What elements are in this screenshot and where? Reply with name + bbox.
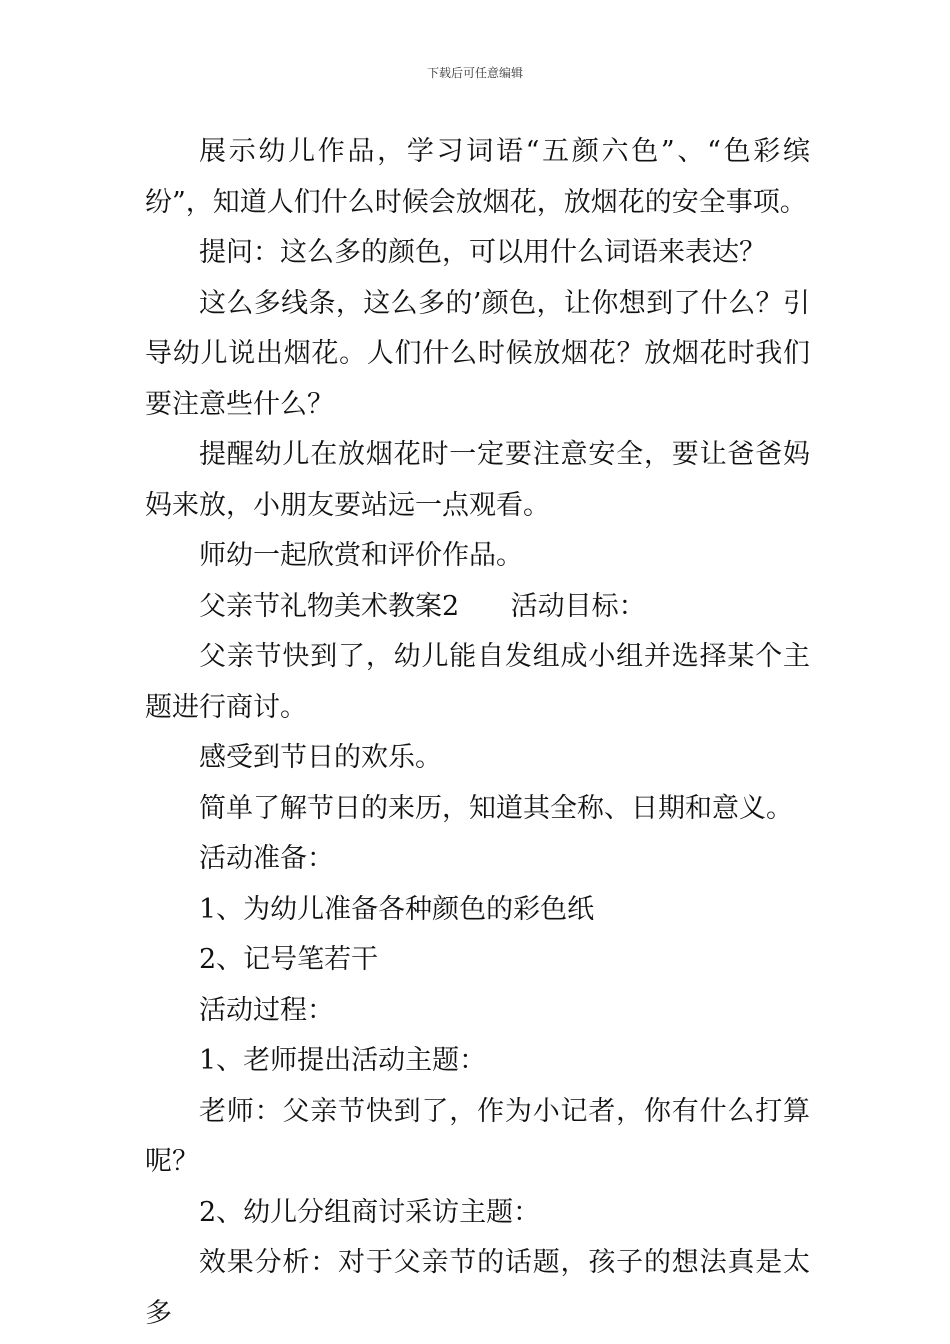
paragraph: 感受到节日的欢乐。: [199, 742, 442, 773]
paragraph: 简单了解节日的来历，知道其全称、日期和意义。: [199, 792, 793, 824]
paragraph: 活动准备：: [199, 843, 334, 874]
paragraph: 1、老师提出活动主题：: [199, 1045, 487, 1076]
paragraph: 1、为幼儿准备各种颜色的彩色纸: [199, 893, 595, 925]
paragraph: 展示幼儿作品，学习词语“五颜六色”、“色彩缤纷”，知道人们什么时候会放烟花，放烟花的安全事项。: [145, 136, 810, 218]
page-header: 下载后可任意编辑: [426, 66, 523, 80]
document-body: [145, 127, 810, 1339]
paragraph: 效果分析：对于父亲节的话题，孩子的想法真是太多: [145, 1247, 810, 1329]
paragraph: 2、幼儿分组商讨采访主题：: [199, 1196, 541, 1228]
paragraph: 2、记号笔若干: [199, 944, 379, 975]
paragraph: 提问：这么多的颜色，可以用什么词语来表达？: [199, 237, 766, 268]
paragraph: 这么多线条，这么多的’颜色，让你想到了什么？引导幼儿说出烟花。人们什么时候放烟花？放烟花时我们要注意些什么？: [145, 287, 810, 420]
paragraph: 老师：父亲节快到了，作为小记者，你有什么打算呢？: [145, 1095, 810, 1177]
paragraph: 父亲节快到了，幼儿能自发组成小组并选择某个主题进行商讨。: [145, 641, 810, 723]
paragraph: 活动过程：: [199, 994, 334, 1026]
paragraph: 提醒幼儿在放烟花时一定要注意安全，要让爸爸妈妈来放，小朋友要站远一点观看。: [145, 439, 810, 521]
paragraph: 父亲节礼物美术教案2 活动目标：: [199, 590, 646, 622]
paragraph: 师幼一起欣赏和评价作品。: [199, 540, 523, 571]
